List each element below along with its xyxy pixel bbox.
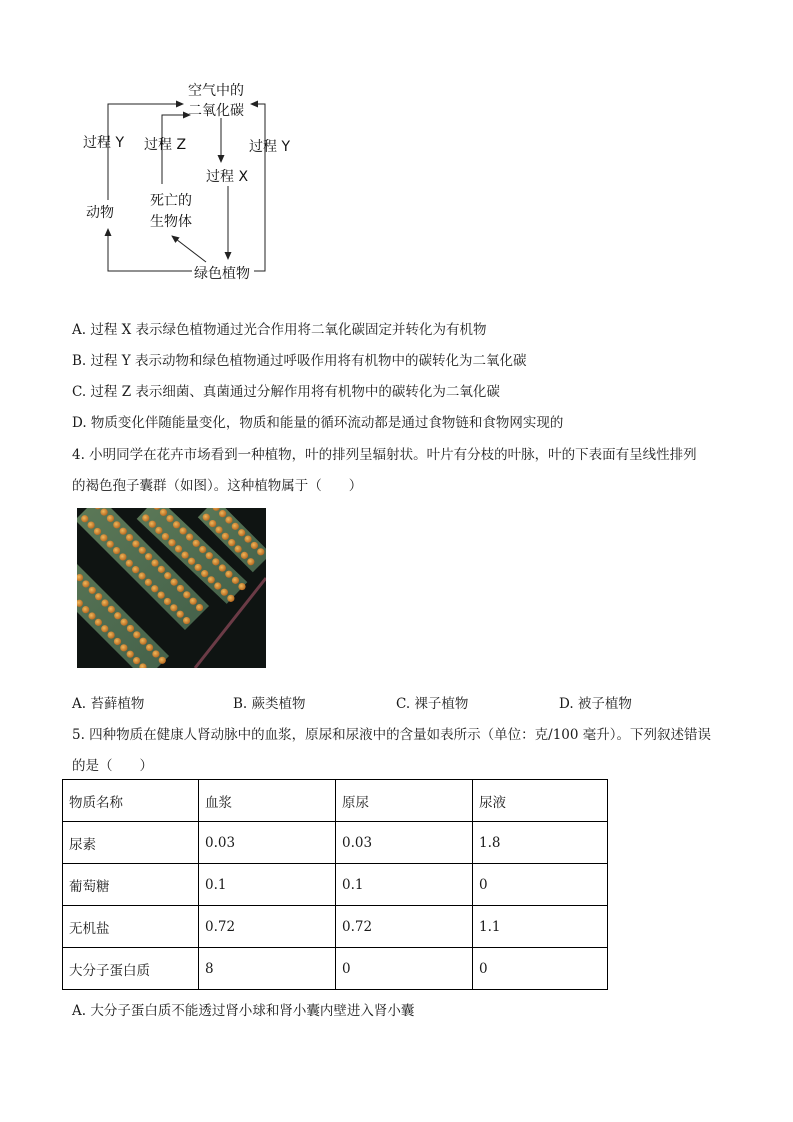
q3-option-c: C. 过程 Z 表示细菌、真菌通过分解作用将有机物中的碳转化为二氧化碳 [72, 384, 500, 400]
table-cell: 1.1 [473, 906, 608, 948]
table-row [63, 822, 608, 864]
fern-leaf-photo [77, 508, 266, 668]
arrow-plants-to-animals [108, 229, 192, 271]
q5-stem-line2: 的是（ ） [72, 758, 153, 774]
table-cell: 无机盐 [63, 906, 199, 948]
table-row [63, 906, 608, 948]
table-cell: 0.03 [199, 822, 336, 864]
table-cell: 0.1 [336, 864, 473, 906]
table-row [63, 864, 608, 906]
q4-option-a: A. 苔藓植物 [72, 696, 145, 712]
header-substance: 物质名称 [63, 780, 199, 822]
table-cell: 8 [199, 948, 336, 990]
green-plants-label: 绿色植物 [194, 266, 250, 282]
q4-option-b: B. 蕨类植物 [233, 696, 306, 712]
table-cell: 0 [336, 948, 473, 990]
q4-stem-line2: 的褐色孢子囊群（如图）。这种植物属于（ ） [72, 478, 363, 494]
process-y-right-label: 过程 Y [249, 139, 291, 155]
table-cell: 0 [473, 864, 608, 906]
arrow-plants-to-dead [172, 236, 206, 262]
process-y-left-label: 过程 Y [83, 135, 125, 151]
q3-option-b: B. 过程 Y 表示动物和绿色植物通过呼吸作用将有机物中的碳转化为二氧化碳 [72, 353, 527, 369]
table-cell: 0.72 [336, 906, 473, 948]
q4-stem-line1: 4. 小明同学在花卉市场看到一种植物，叶的排列呈辐射状。叶片有分枝的叶脉，叶的下表面有呈线性排列 [72, 447, 697, 463]
header-urine: 尿液 [473, 780, 608, 822]
q5-stem-line1: 5. 四种物质在健康人肾动脉中的血浆，原尿和尿液中的含量如表所示（单位：克/100 毫升）。下列叙述错误 [72, 727, 712, 743]
process-x-label: 过程 X [206, 169, 249, 185]
table-row [63, 948, 608, 990]
header-plasma: 血浆 [199, 780, 336, 822]
table-cell: 大分子蛋白质 [63, 948, 199, 990]
co2-label-line2: 二氧化碳 [188, 103, 244, 119]
q5-option-a: A. 大分子蛋白质不能透过肾小球和肾小囊内壁进入肾小囊 [72, 1003, 415, 1019]
q4-option-d: D. 被子植物 [559, 696, 632, 712]
dead-organisms-line1: 死亡的 [150, 193, 192, 209]
process-z-label: 过程 Z [144, 137, 187, 153]
dead-organisms-line2: 生物体 [150, 214, 192, 230]
q3-option-d: D. 物质变化伴随能量变化，物质和能量的循环流动都是通过食物链和食物网实现的 [72, 415, 564, 431]
substance-content-table [62, 779, 608, 990]
table-cell: 0 [473, 948, 608, 990]
table-header-row [63, 780, 608, 822]
table-cell: 葡萄糖 [63, 864, 199, 906]
table-cell: 0.1 [199, 864, 336, 906]
table-cell: 0.03 [336, 822, 473, 864]
arrow-plants-right-to-co2 [251, 104, 265, 271]
animals-label: 动物 [86, 205, 114, 221]
table-cell: 0.72 [199, 906, 336, 948]
table-cell: 尿素 [63, 822, 199, 864]
header-primary-urine: 原尿 [336, 780, 473, 822]
co2-label-line1: 空气中的 [188, 83, 244, 99]
q4-option-c: C. 裸子植物 [396, 696, 469, 712]
table-cell: 1.8 [473, 822, 608, 864]
q3-option-a: A. 过程 X 表示绿色植物通过光合作用将二氧化碳固定并转化为有机物 [72, 322, 487, 338]
